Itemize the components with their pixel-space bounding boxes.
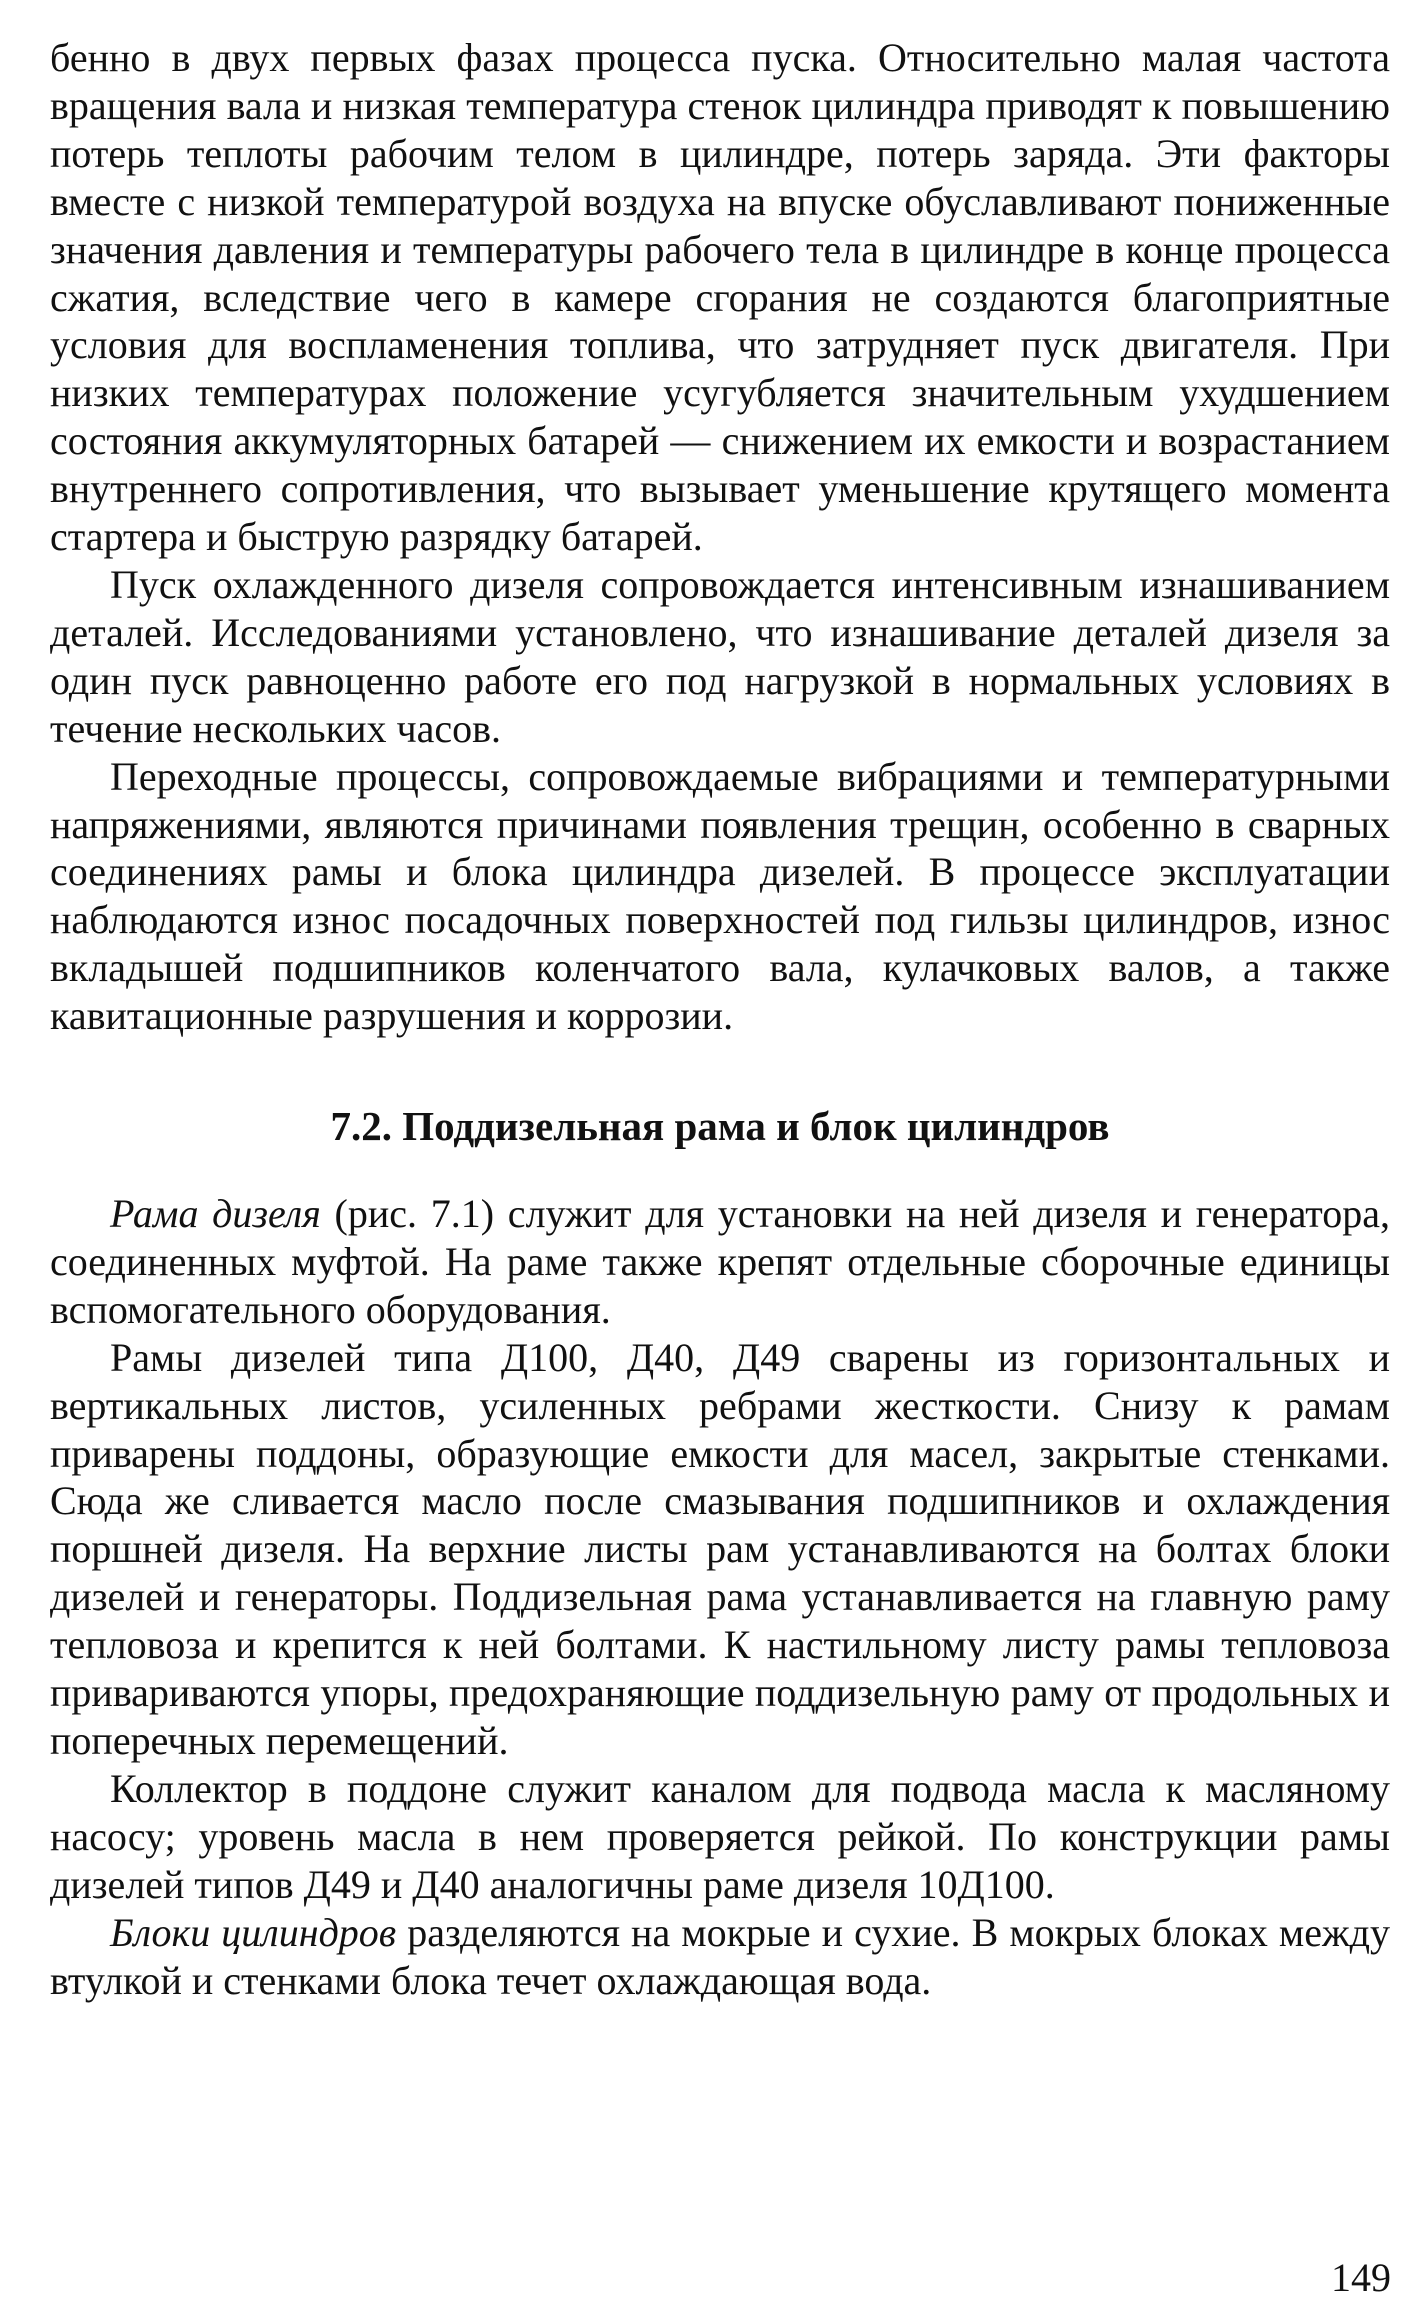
paragraph-start-continuation: бенно в двух первых фазах процесса пуска. Относительно малая частота вращения вала и низкая температура стенок цилиндра приводят к повышению потерь теплоты рабочим телом в цилиндре, потерь заряда. Эти факторы вместе с низкой температурой воздуха на впуске обуславливают пониженные значения давления и температуры рабочего тела в цилиндре в конце процесса сжатия, вследствие чего в камере сгорания не создаются благоприятные условия для воспламенения топлива, что затрудняет пуск двигателя. При низких температурах положение усугубляется значительным ухудшением состояния аккумуляторных батарей — снижением их емкости и возрастанием внутреннего сопротивления, что вызывает уменьшение крутящего момента стартера и быструю разрядку батарей. xyxy=(50,35,1390,560)
paragraph-diesel-frame xyxy=(50,1190,1390,1334)
paragraph-cold-start-wear: Пуск охлажденного дизеля сопровождается интенсивным изнашиванием деталей. Исследованиями установлено, что изнашивание деталей дизеля за один пуск равноценно работе его под нагрузкой в нормальных условиях в течение нескольких часов. xyxy=(50,561,1390,751)
term-cylinder-blocks: Блоки цилиндров xyxy=(110,1909,397,1955)
paragraph-cylinder-blocks xyxy=(50,1909,1390,2005)
term-diesel-frame: Рама дизеля xyxy=(110,1191,321,1237)
paragraph-cylinder-blocks-text: разделяются на мокрые и сухие. В мокрых блоках между втулкой и стенками блока течет охлаждающая вода. xyxy=(50,1909,1390,2003)
section-heading: 7.2. Поддизельная рама и блок цилиндров xyxy=(330,1103,1110,1150)
page-number: 149 xyxy=(1331,2255,1391,2300)
document-page xyxy=(50,34,1390,2004)
paragraph-collector: Коллектор в поддоне служит каналом для подвода масла к масляному насосу; уровень масла в нем проверяется рейкой. По конструкции рамы дизелей типов Д49 и Д40 аналогичны раме дизеля 10Д100. xyxy=(50,1765,1390,1907)
paragraph-frame-types: Рамы дизелей типа Д100, Д40, Д49 сварены из горизонтальных и вертикальных листов, усиленных ребрами жесткости. Снизу к рамам приварены поддоны, образующие емкости для масел, закрытые стенками. Сюда же сливается масло после смазывания подшипников и охлаждения поршней дизеля. На верхние листы рам устанавливаются на болтах блоки дизелей и генераторы. Поддизельная рама устанавливается на главную раму тепловоза и крепится к ней болтами. К настильному листу рамы тепловоза привариваются упоры, предохраняющие поддизельную раму от продольных и поперечных перемещений. xyxy=(50,1334,1390,1763)
paragraph-transient-processes: Переходные процессы, сопровождаемые вибрациями и температурными напряжениями, являются причинами появления трещин, особенно в сварных соединениях рамы и блока цилиндра дизелей. В процессе эксплуатации наблюдаются износ посадочных поверхностей под гильзы цилиндров, износ вкладышей подшипников коленчатого вала, кулачковых валов, а также кавитационные разрушения и коррозии. xyxy=(50,753,1390,1039)
paragraph-diesel-frame-text: (рис. 7.1) служит для установки на ней дизеля и генератора, соединенных муфтой. На раме также крепят отдельные сборочные единицы вспомогательного оборудования. xyxy=(50,1191,1390,1332)
